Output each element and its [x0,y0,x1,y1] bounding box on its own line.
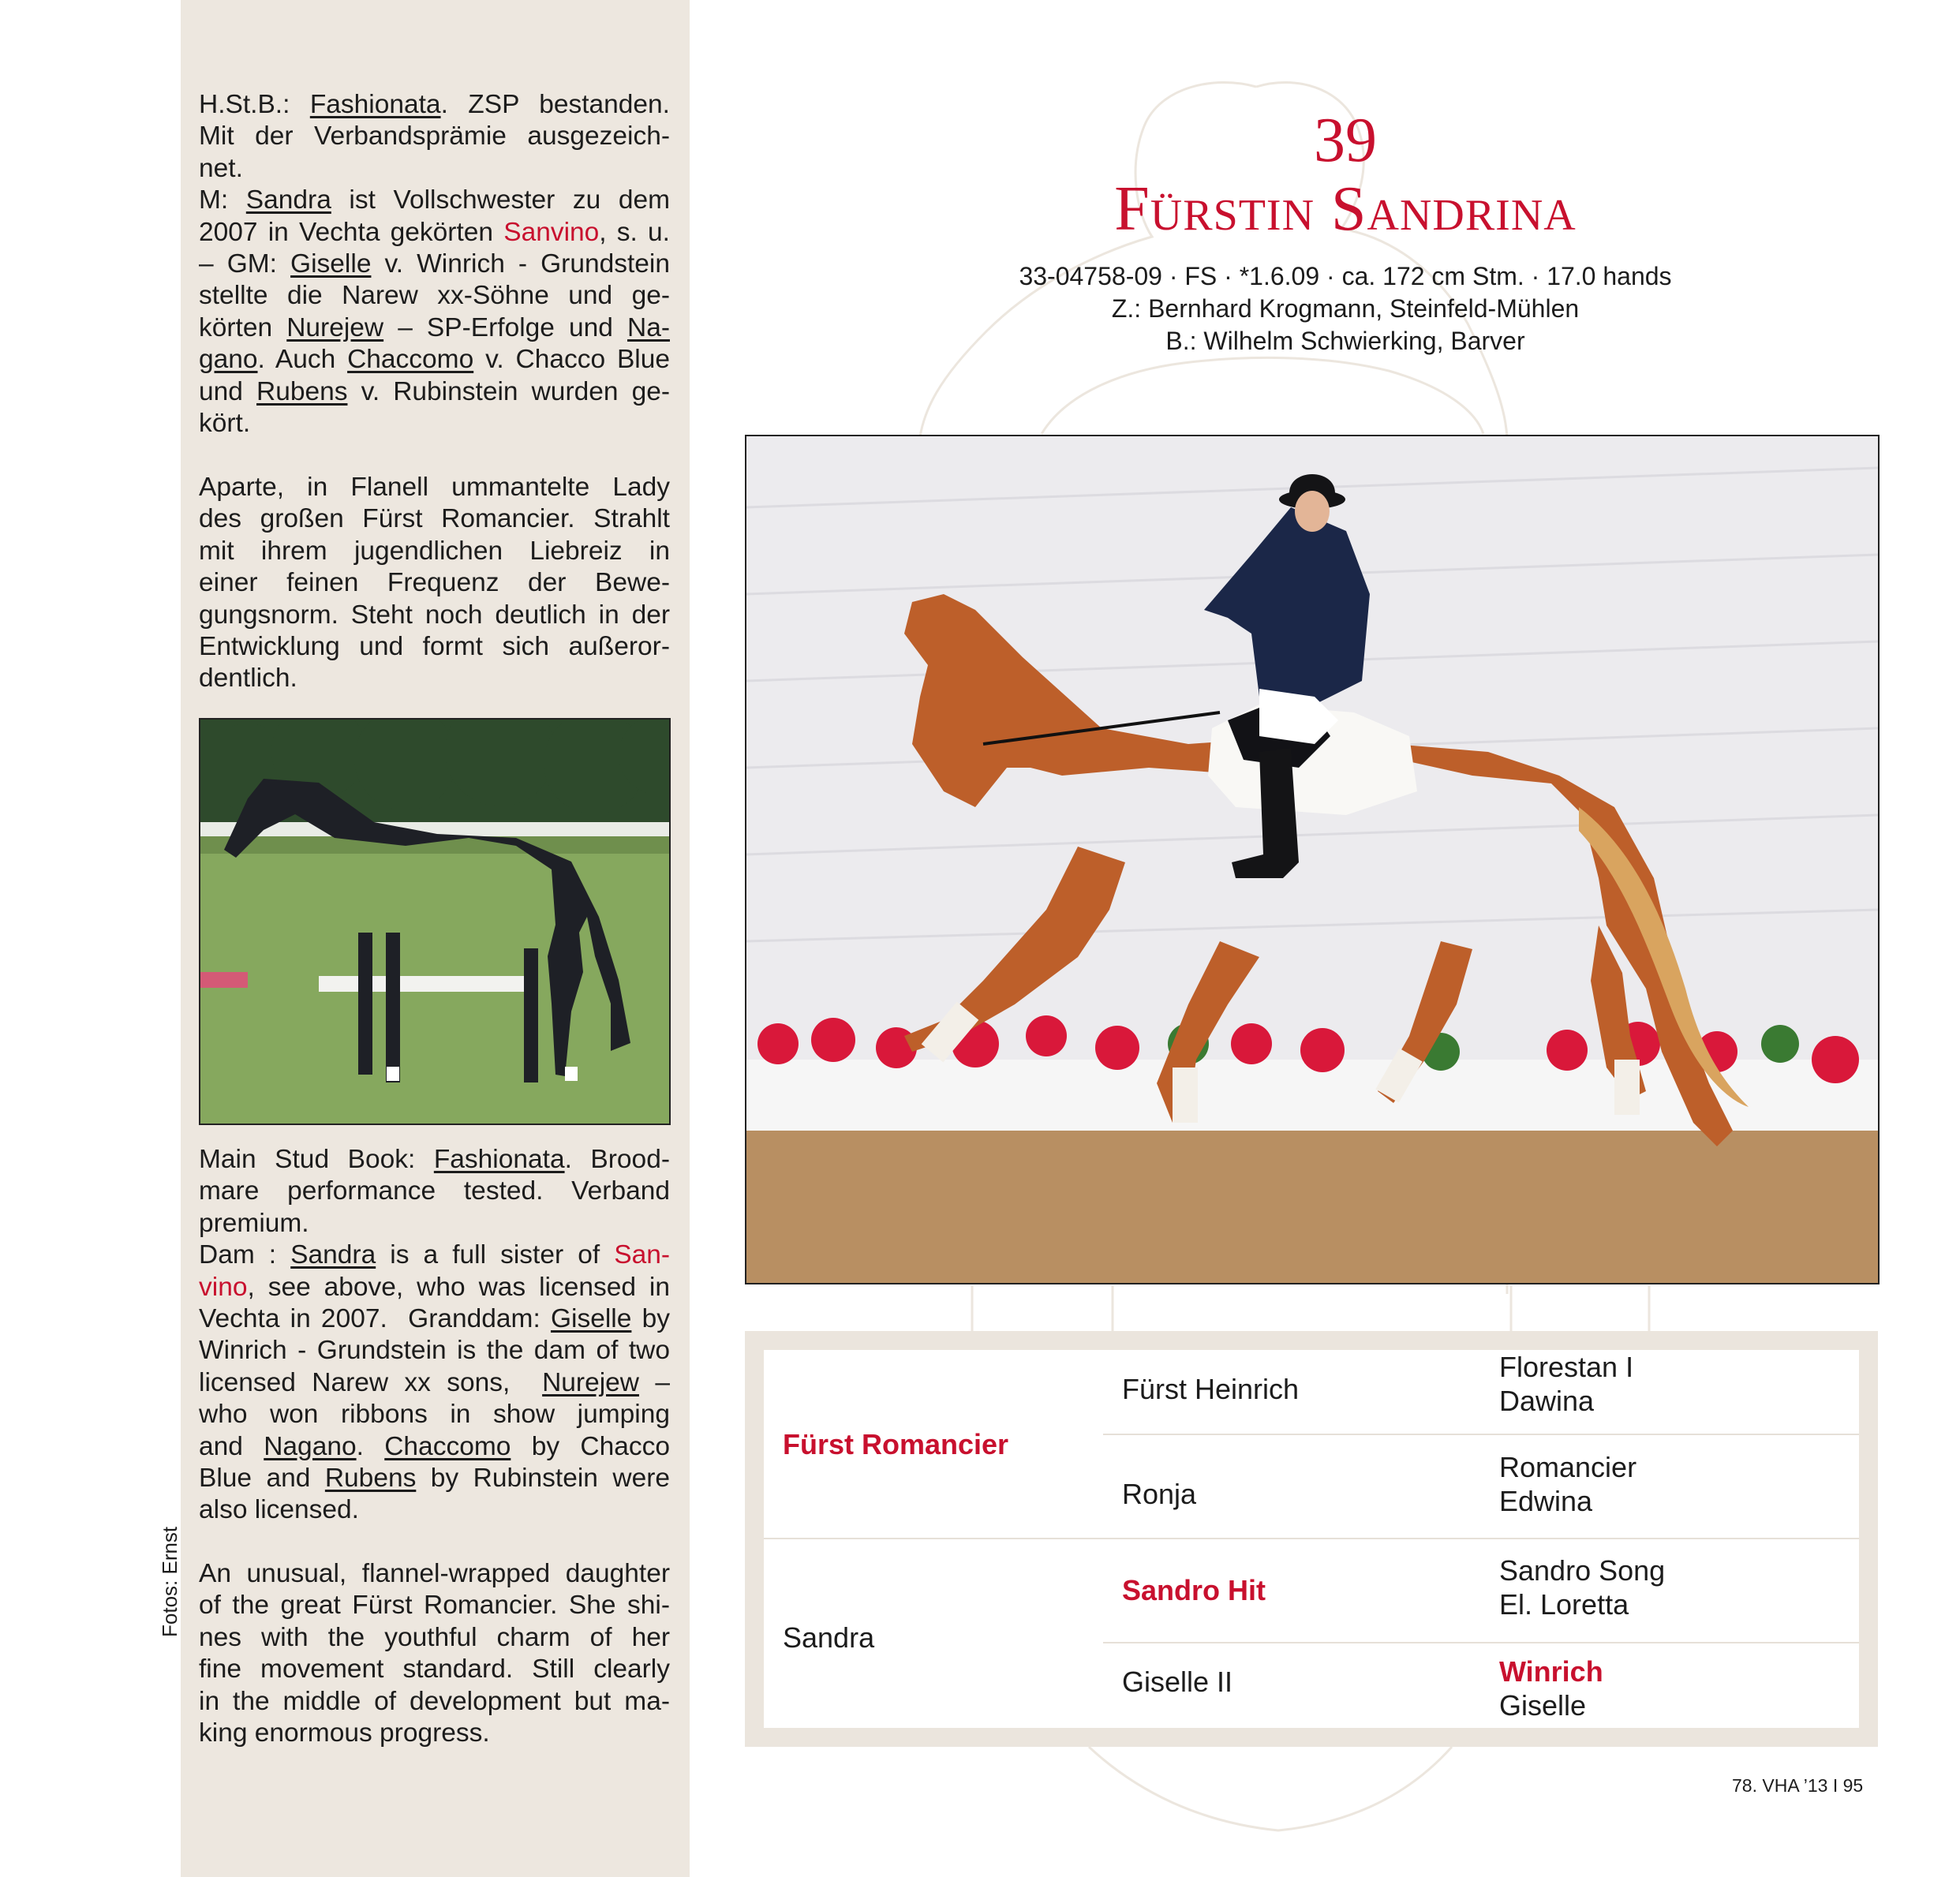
text-line: gano. Auch Chaccomo v. Chacco Blue [199,345,670,375]
text-line: dentlich. [199,664,297,694]
page-number: 78. VHA ’13 I 95 [1732,1775,1864,1796]
dd-dam: Giselle [1499,1689,1587,1722]
sire-sire: Fürst Heinrich [1122,1373,1300,1405]
text-line: Dam : Sandra is a full sister of San- [199,1240,670,1270]
text-line: vino, see above, who was licensed in [199,1272,670,1302]
ss-sire: Florestan I [1499,1351,1634,1383]
sire-dam: Ronja [1122,1478,1197,1510]
text-line: 2007 in Vechta gekörten Sanvino, s. u. [199,217,670,247]
text-line: in the middle of development but ma- [199,1686,670,1716]
ss-dam: Dawina [1499,1385,1595,1417]
text-line: und Rubens v. Rubinstein wurden ge- [199,376,671,406]
german-pedigree-notes [199,89,670,439]
text-line: who won ribbons in show jumping [199,1400,670,1430]
text-line: of the great Fürst Romancier. She shi- [199,1591,670,1621]
text-line: mare performance tested. Verband [199,1176,670,1206]
dam: Sandra [783,1621,875,1654]
sd-sire: Romancier [1499,1451,1637,1483]
pedigree-table [745,1331,1878,1747]
text-line: Winrich - Grundstein is the dam of two [199,1336,670,1366]
standing-horse-photo [199,718,671,1125]
text-line: An unusual, flannel-wrapped daughter [199,1559,670,1588]
text-line: Aparte, in Flanell ummantelte Lady [199,473,670,502]
ds-sire: Sandro Song [1499,1554,1666,1587]
dam-dam: Giselle II [1122,1666,1233,1698]
lot-number: 39 [1314,106,1377,175]
text-line: mit ihrem jugendlichen Liebreiz in [199,536,670,566]
text-line: also licensed. [199,1495,359,1525]
breeder-line: Z.: Bernhard Krogmann, Steinfeld-Mühlen [1111,294,1580,323]
dam-sire: Sandro Hit [1122,1574,1266,1606]
main-dressage-photo [745,435,1880,1284]
text-line: stellte die Narew xx-Söhne und ge- [199,281,670,311]
dd-sire: Winrich [1499,1655,1603,1688]
text-line: kört. [199,408,251,438]
text-line: and Nagano. Chaccomo by Chacco [199,1431,670,1461]
text-line: nes with the youthful charm of her [199,1622,670,1652]
text-line: Main Stud Book: Fashionata. Brood- [199,1145,670,1174]
registration-line: 33-04758-09 · FS · *1.6.09 · ca. 172 cm Stm. · 17.0 hands [1019,262,1672,290]
text-line: king enormous progress. [199,1718,490,1748]
text-line: einer feinen Frequenz der Bewe- [199,568,670,598]
german-description [199,472,670,695]
sd-dam: Edwina [1499,1485,1593,1517]
text-line: Entwicklung und formt sich außeror- [199,631,670,661]
text-line: Mit der Verbandsprämie ausgezeich- [199,122,670,151]
text-line: – GM: Giselle v. Winrich - Grundstein [199,249,670,279]
text-line: fine movement standard. Still clearly [199,1655,670,1684]
english-description [199,1558,670,1749]
sire: Fürst Romancier [783,1428,1009,1460]
owner-line: B.: Wilhelm Schwierking, Barver [1165,327,1525,355]
text-line: Vechta in 2007. Granddam: Giselle by [199,1303,670,1333]
english-pedigree-notes [199,1144,670,1527]
text-line: net. [199,153,243,183]
text-line: licensed Narew xx sons, Nurejew – [199,1367,670,1397]
photo-credit: Fotos: Ernst [158,1526,181,1637]
text-line: Blue and Rubens by Rubinstein were [199,1463,670,1493]
horse-name: Fürstin Sandrina [1114,174,1577,244]
pedigree-grid [764,1350,1859,1728]
ds-dam: El. Loretta [1499,1588,1629,1621]
text-line: H.St.B.: Fashionata. ZSP bestanden. [199,90,670,119]
text-line: körten Nurejew – SP-Erfolge und Na- [199,312,670,342]
text-line: gungsnorm. Steht noch deutlich in der [199,600,670,630]
text-line: premium. [199,1208,309,1238]
text-line: des großen Fürst Romancier. Strahlt [199,504,670,534]
text-line: M: Sandra ist Vollschwester zu dem [199,185,670,215]
